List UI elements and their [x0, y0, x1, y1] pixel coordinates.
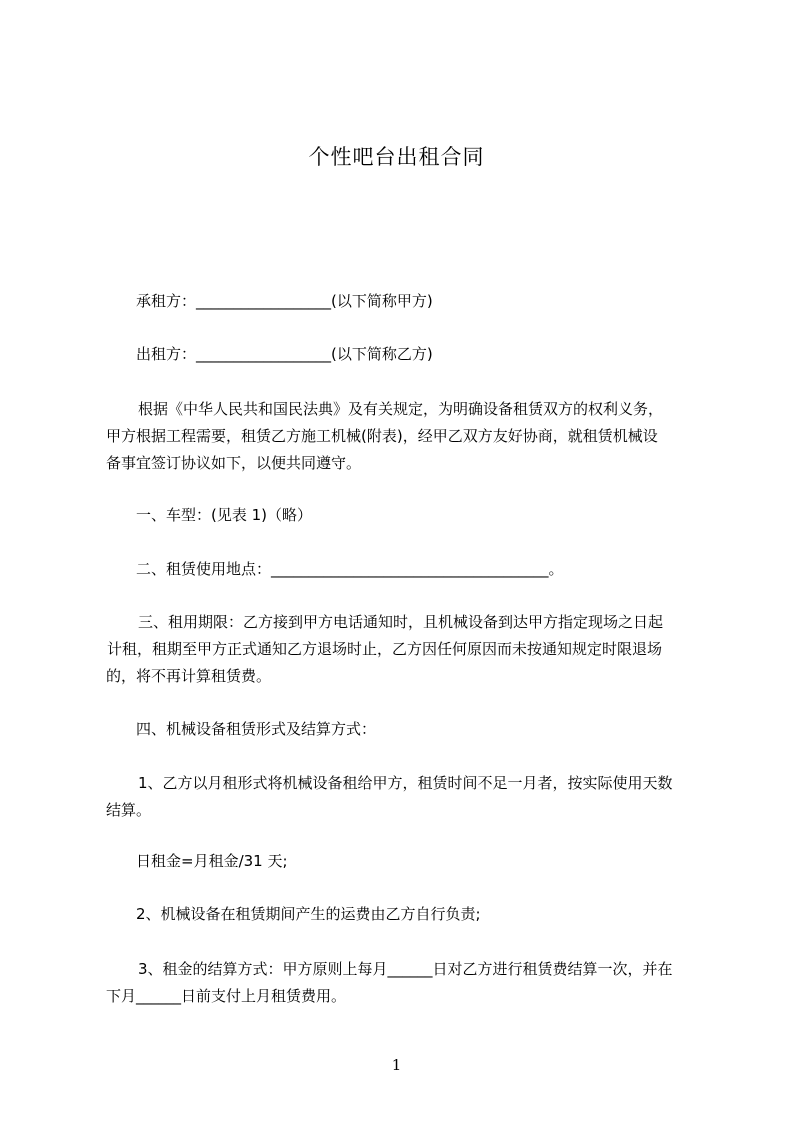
clause-1-line: 一、车型：(见表 1)（略） [136, 506, 313, 524]
preamble-line-3: 备事宜签订协议如下，以便共同遵守。 [106, 454, 362, 472]
clause-3-line-3: 的，将不再计算租赁费。 [106, 667, 272, 685]
lessee-line: 承租方：__________________(以下简称甲方) [136, 292, 433, 310]
clause-2-line: 二、租赁使用地点：_____________________________________。 [136, 560, 564, 578]
document-title: 个性吧台出租合同 [308, 145, 485, 169]
clause-4-item-2-line: 2、机械设备在租赁期间产生的运费由乙方自行负责; [136, 905, 481, 923]
preamble-line-2: 甲方根据工程需要，租赁乙方施工机械(附表)，经甲乙双方友好协商，就租赁机械设 [106, 427, 658, 445]
clause-3-line-2: 计租，租期至甲方正式通知乙方退场时止，乙方因任何原因而未按通知规定时限退场 [107, 640, 663, 658]
lessor-line: 出租方：__________________(以下简称乙方) [136, 345, 433, 363]
page-number: 1 [391, 1056, 402, 1074]
clause-4-item-3-line-2: 下月______日前支付上月租赁费用。 [106, 987, 347, 1005]
clause-3-line-1: 三、租用期限：乙方接到甲方电话通知时，且机械设备到达甲方指定现场之日起 [138, 613, 664, 631]
clause-4-heading: 四、机械设备租赁形式及结算方式： [136, 720, 377, 738]
clause-4-item-1-line-1: 1、乙方以月租形式将机械设备租给甲方，租赁时间不足一月者，按实际使用天数 [138, 774, 673, 792]
preamble-line-1: 根据《中华人民共和国民法典》及有关规定，为明确设备租赁双方的权利义务， [138, 400, 664, 418]
clause-4-item-1-line-2: 结算。 [106, 801, 152, 819]
daily-rent-formula: 日租金=月租金/31 天; [136, 852, 288, 870]
clause-4-item-3-line-1: 3、租金的结算方式：甲方原则上每月______日对乙方进行租赁费结算一次，并在 [138, 960, 673, 978]
